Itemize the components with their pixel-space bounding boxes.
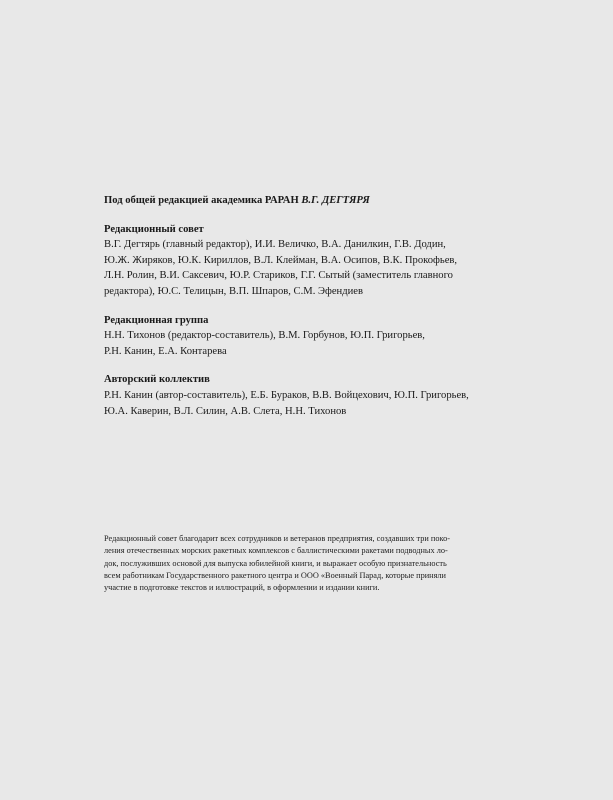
text-line: Ю.А. Каверин, В.Л. Силин, А.В. Слета, Н.Н. Тихонов: [104, 405, 347, 417]
text-line: Ю.Ж. Жиряков, Ю.К. Кириллов, В.Л. Клейман, В.А. Осипов, В.К. Прокофьев,: [104, 254, 458, 266]
text-line: Л.Н. Ролин, В.И. Саксевич, Ю.Р. Стариков, Г.Г. Сытый (заместитель главного: [104, 270, 453, 282]
editorial-group-title: Редакционная группа: [104, 314, 209, 326]
editorial-council-members: [104, 237, 524, 299]
credits-block: [104, 193, 524, 432]
general-editor-prefix: Под общей редакцией академика РАРАН: [104, 195, 302, 206]
text-line: ления отечественных морских ракетных комплексов с баллистическими ракетами подводных ло-: [104, 546, 448, 556]
text-line: Редакционный совет благодарит всех сотрудников и ветеранов предприятия, создавших три поко-: [104, 534, 451, 543]
authors-members: [104, 388, 524, 419]
authors-title: Авторский коллектив: [104, 374, 210, 386]
text-line: док, послуживших основой для выпуска юбилейной книги, и выражает особую признательность: [104, 558, 447, 568]
text-line: всем работникам Государственного ракетного центра и ООО «Военный Парад, которые приняли: [104, 570, 446, 580]
editorial-group-section: [104, 313, 524, 360]
text-line: Р.Н. Канин, Е.А. Контарева: [104, 345, 227, 357]
text-line: Р.Н. Канин (автор-составитель), Е.Б. Бураков, В.В. Войцехович, Ю.П. Григорьев,: [104, 389, 469, 401]
text-line: редактора), Ю.С. Телицын, В.П. Шпаров, С.М. Эфендиев: [104, 285, 363, 297]
text-line: Н.Н. Тихонов (редактор-составитель), В.М. Горбунов, Ю.П. Григорьев,: [104, 330, 425, 342]
acknowledgement-paragraph: [104, 533, 524, 594]
authors-section: [104, 372, 524, 419]
editorial-council-section: [104, 222, 524, 300]
editorial-group-members: [104, 328, 524, 359]
editorial-council-title: Редакционный совет: [104, 223, 204, 235]
general-editor-heading: [104, 193, 524, 209]
general-editor-name: В.Г. ДЕГТЯРЯ: [301, 195, 370, 206]
text-line: участие в подготовке текстов и иллюстраций, в оформлении и издании книги.: [104, 583, 380, 593]
text-line: В.Г. Дегтярь (главный редактор), И.И. Величко, В.А. Данилкин, Г.В. Додин,: [104, 239, 446, 251]
